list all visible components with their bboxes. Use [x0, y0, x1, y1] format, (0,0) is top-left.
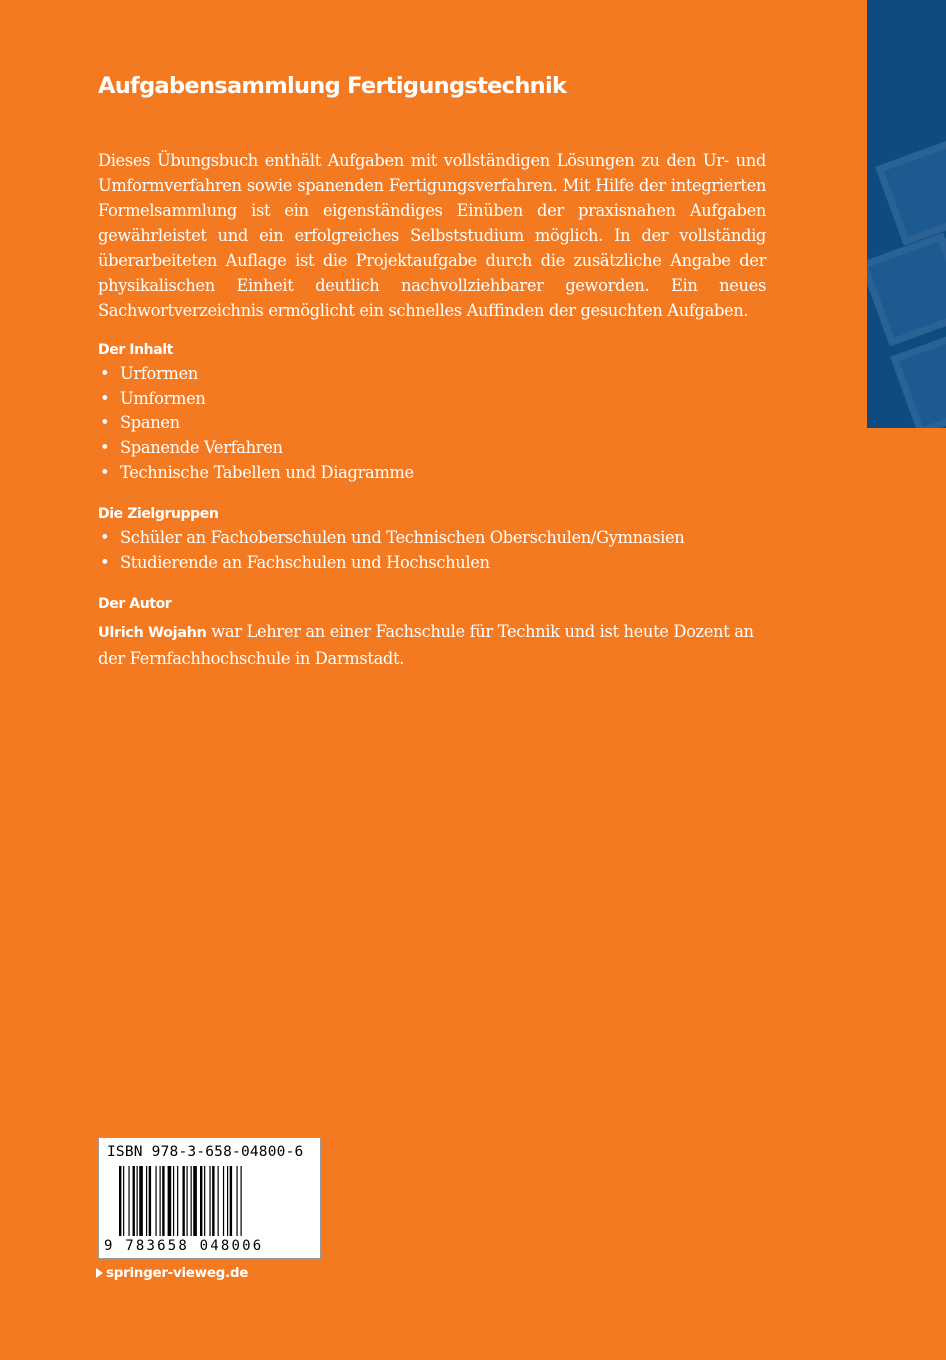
- decorative-square: [867, 232, 946, 346]
- bullet-icon: •: [100, 552, 110, 572]
- bullet-icon: •: [100, 438, 110, 458]
- ean-digits: 9 783658 048006: [104, 1238, 264, 1254]
- bullet-icon: •: [100, 388, 110, 408]
- author-bio: Ulrich Wojahn war Lehrer an einer Fachschule für Technik und ist heute Dozent an der Fernfachhochschule in Darmstadt.: [98, 622, 754, 668]
- list-item: • Spanen: [98, 411, 414, 436]
- list-item: • Urformen: [98, 362, 414, 387]
- bullet-icon: •: [100, 364, 110, 383]
- list-item: • Umformen: [98, 387, 414, 412]
- contents-list: [98, 362, 414, 486]
- publisher-website[interactable]: springer-vieweg.de: [96, 1265, 248, 1281]
- author-name: Ulrich Wojahn: [98, 625, 207, 641]
- list-item: • Schüler an Fachoberschulen und Technischen Oberschulen/Gymnasien: [98, 526, 684, 551]
- author-heading: Der Autor: [98, 596, 172, 612]
- list-item: • Spanende Verfahren: [98, 436, 414, 461]
- isbn-barcode: [98, 1137, 321, 1259]
- list-item: • Technische Tabellen und Diagramme: [98, 461, 414, 486]
- isbn-label: ISBN 978-3-658-04800-6: [107, 1144, 304, 1160]
- audience-list: [98, 526, 684, 575]
- contents-heading: Der Inhalt: [98, 342, 173, 358]
- bullet-icon: •: [100, 413, 110, 433]
- intro-paragraph: Dieses Übungsbuch enthält Aufgaben mit vollständigen Lösungen zu den Ur- und Umformverfahren sowie spanenden Fertigungsverfahren. Mit Hilfe der integrierten Formelsammlung ist ein eigenständiges Einüben der praxisnahen Aufgaben gewährleistet und ein erfolgreiches Selbststudium möglich. In der vollständig überarbeiteten Auflage ist die Projektaufgabe durch die zusätzliche Angabe der physikalischen Einheit deutlich nachvollziehbarer geworden. Ein neues Sachwortverzeichnis ermöglicht ein schnelles Auffinden der gesuchten Aufgaben.: [98, 151, 766, 320]
- arrow-right-icon: [96, 1268, 103, 1278]
- bullet-icon: •: [100, 528, 110, 547]
- bullet-icon: •: [100, 462, 110, 482]
- cover-accent-strip: [867, 0, 946, 428]
- list-item: • Studierende an Fachschulen und Hochschulen: [98, 551, 684, 576]
- decorative-square: [875, 138, 946, 246]
- audience-heading: Die Zielgruppen: [98, 506, 219, 522]
- book-title: Aufgabensammlung Fertigungstechnik: [98, 73, 567, 99]
